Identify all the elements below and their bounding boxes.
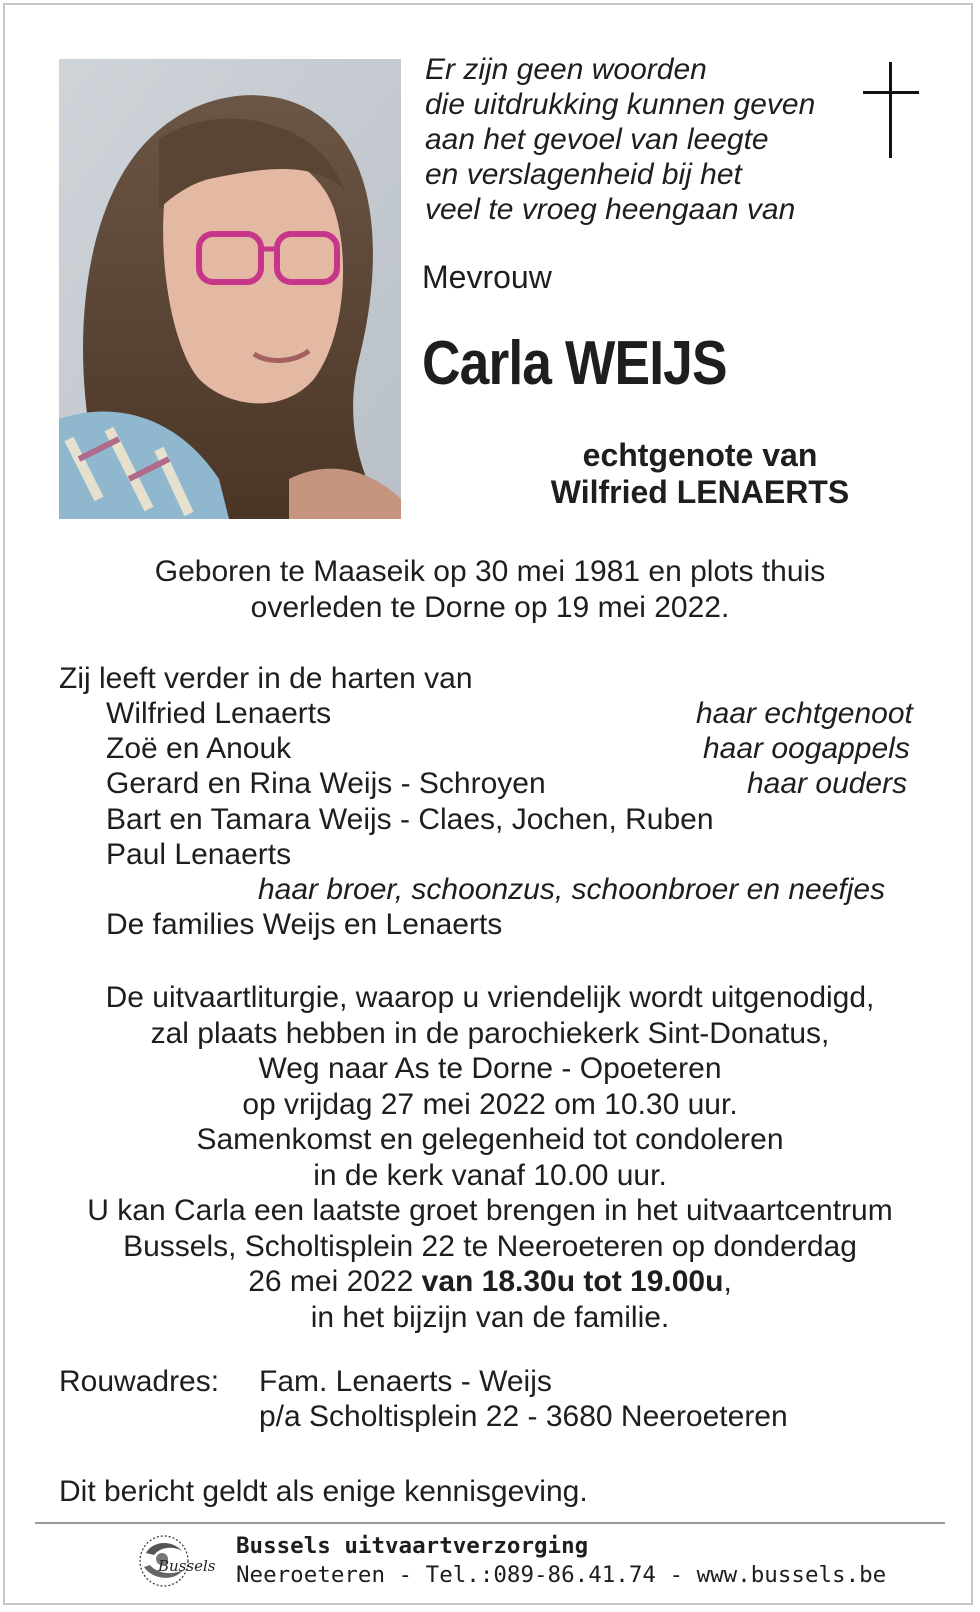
salutation: Mevrouw (422, 259, 552, 295)
spouse-block (430, 437, 970, 511)
funeral-line: Bussels, Scholtisplein 22 te Neeroeteren op donderdag (123, 1229, 857, 1263)
rouwadres-line: p/a Scholtisplein 22 - 3680 Neeroeteren (259, 1400, 788, 1433)
visit-time: van 18.30u tot 19.00u (421, 1265, 724, 1298)
family-member-relation: haar oogappels (703, 732, 910, 765)
rouwadres-label: Rouwadres: (59, 1365, 220, 1398)
funeral-line: Samenkomst en gelegenheid tot condoleren (196, 1123, 784, 1156)
footer-divider (35, 1522, 945, 1524)
funeral-line: in de kerk vanaf 10.00 uur. (313, 1158, 667, 1192)
funeral-line: zal plaats hebben in de parochiekerk Sint-Donatus, (150, 1016, 830, 1050)
poem-line: en verslagenheid bij het (425, 158, 742, 191)
company-contact: Neeroeteren - Tel.:089-86.41.74 - www.bussels.be (236, 1562, 887, 1588)
visit-date: 26 mei 2022 (248, 1265, 422, 1298)
spouse-label: echtgenote van (582, 437, 818, 473)
poem-line: veel te vroeg heengaan van (425, 193, 796, 226)
family-intro: Zij leeft verder in de harten van (59, 662, 473, 695)
portrait-photo (59, 59, 401, 519)
family-member-name: Wilfried Lenaerts (106, 697, 332, 730)
family-member-name: Gerard en Rina Weijs - Schroyen (106, 767, 546, 800)
funeral-line: U kan Carla een laatste groet brengen in het uitvaartcentrum (87, 1194, 893, 1227)
family-member-name: Paul Lenaerts (106, 838, 292, 871)
cross-icon (863, 62, 919, 158)
funeral-line: in het bijzijn van de familie. (310, 1300, 670, 1334)
family-closing: De families Weijs en Lenaerts (106, 908, 503, 941)
poem-line: die uitdrukking kunnen geven (425, 88, 816, 121)
poem (425, 52, 815, 227)
funeral-line: Weg naar As te Dorne - Opoeteren (258, 1052, 722, 1085)
visit-punct: , (723, 1265, 732, 1298)
notice-text: Dit bericht geldt als enige kennisgeving. (59, 1475, 588, 1508)
death-line: overleden te Dorne op 19 mei 2022. (250, 590, 730, 624)
funeral-line: op vrijdag 27 mei 2022 om 10.30 uur. (242, 1087, 738, 1121)
visit-line (30, 1264, 950, 1300)
family-member-name: Bart en Tamara Weijs - Claes, Jochen, Ruben (106, 803, 714, 836)
family-member-relation: haar ouders (747, 767, 908, 800)
birth-death-text (30, 554, 950, 625)
poem-line: aan het gevoel van leegte (425, 123, 769, 156)
funeral-line: De uitvaartliturgie, waarop u vriendelijk wordt uitgenodigd, (105, 981, 875, 1014)
spouse-name: Wilfried LENAERTS (550, 474, 850, 510)
deceased-name: Carla WEIJS (422, 329, 727, 398)
group-relation: haar broer, schoonzus, schoonbroer en neefjes (258, 873, 886, 906)
family-member-relation: haar echtgenoot (696, 697, 913, 730)
family-member-name: Zoë en Anouk (106, 732, 292, 765)
company-name: Bussels uitvaartverzorging (236, 1533, 589, 1559)
poem-line: Er zijn geen woorden (425, 53, 707, 86)
funeral-details (30, 980, 950, 1335)
bussels-logo (132, 1533, 222, 1591)
birth-line: Geboren te Maaseik op 30 mei 1981 en plots thuis (154, 555, 826, 588)
rouwadres-line: Fam. Lenaerts - Weijs (259, 1365, 552, 1398)
logo-text: Bussels (158, 1557, 216, 1575)
